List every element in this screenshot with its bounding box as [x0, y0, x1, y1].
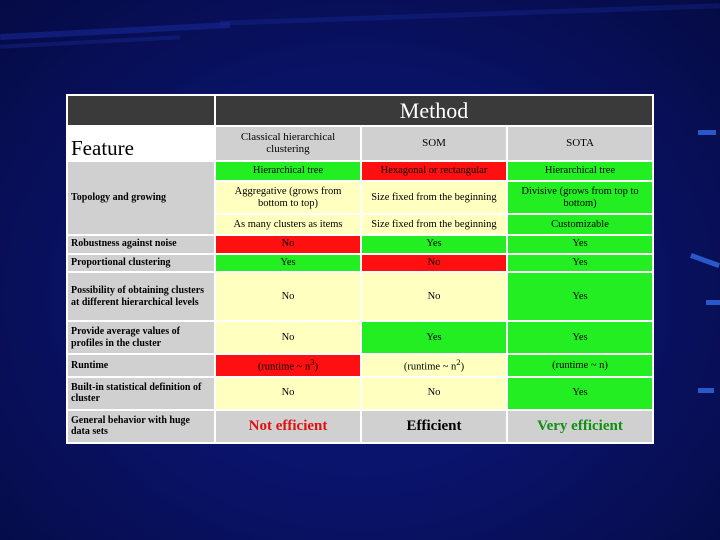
cell: Not efficient — [215, 410, 361, 443]
row-label-average-values: Provide average values of profiles in the cluster — [67, 321, 215, 354]
cell: Divisive (grows from top to bottom) — [507, 181, 653, 214]
cell: Size fixed from the beginning — [361, 214, 507, 235]
decor-dash — [698, 130, 716, 135]
cell: No — [361, 377, 507, 410]
row-label-proportional: Proportional clustering — [67, 254, 215, 273]
cell: As many clusters as items — [215, 214, 361, 235]
decor-stripe — [220, 3, 720, 25]
decor-stripe — [0, 22, 230, 40]
cell: Hierarchical tree — [215, 161, 361, 182]
cell: No — [215, 272, 361, 321]
cell: Yes — [361, 235, 507, 254]
row-label-runtime: Runtime — [67, 354, 215, 377]
cell — [215, 354, 361, 377]
cell: No — [361, 254, 507, 273]
cell — [361, 354, 507, 377]
cell: Yes — [507, 254, 653, 273]
cell: No — [361, 272, 507, 321]
cell: Yes — [215, 254, 361, 273]
decor-dash — [706, 300, 720, 305]
cell: Very efficient — [507, 410, 653, 443]
runtime-close: ) — [460, 361, 465, 373]
cell: No — [215, 321, 361, 354]
comparison-table — [66, 94, 654, 444]
cell: Yes — [507, 321, 653, 354]
corner-cell — [67, 95, 215, 126]
cell: Yes — [507, 377, 653, 410]
row-label-statistical: Built-in statistical definition of cluster — [67, 377, 215, 410]
cell: Hierarchical tree — [507, 161, 653, 182]
col-header-som: SOM — [361, 126, 507, 161]
row-label-robustness: Robustness against noise — [67, 235, 215, 254]
decor-dash — [698, 388, 714, 393]
feature-header: Feature — [67, 126, 215, 161]
runtime-text: (runtime ~ n — [403, 361, 457, 373]
cell: Size fixed from the beginning — [361, 181, 507, 214]
cell: No — [215, 235, 361, 254]
method-header: Method — [215, 95, 653, 126]
runtime-exponent: 2 — [456, 357, 461, 368]
col-header-hierarchical: Classical hierarchical clustering — [215, 126, 361, 161]
col-header-sota: SOTA — [507, 126, 653, 161]
runtime-exponent: 3 — [310, 357, 315, 368]
cell: Yes — [507, 235, 653, 254]
cell: Hexagonal or rectangular — [361, 161, 507, 182]
cell: Yes — [361, 321, 507, 354]
decor-dash — [690, 253, 720, 268]
row-label-general-behavior: General behavior with huge data sets — [67, 410, 215, 443]
cell: No — [215, 377, 361, 410]
runtime-close: ) — [314, 361, 319, 373]
row-label-topology: Topology and growing — [67, 161, 215, 235]
cell: (runtime ~ n) — [507, 354, 653, 377]
runtime-text: (runtime ~ n — [257, 361, 311, 373]
cell: Aggregative (grows from bottom to top) — [215, 181, 361, 214]
cell: Yes — [507, 272, 653, 321]
cell: Efficient — [361, 410, 507, 443]
cell: Customizable — [507, 214, 653, 235]
row-label-hierarchical-levels: Possibility of obtaining clusters at different hierarchical levels — [67, 272, 215, 321]
